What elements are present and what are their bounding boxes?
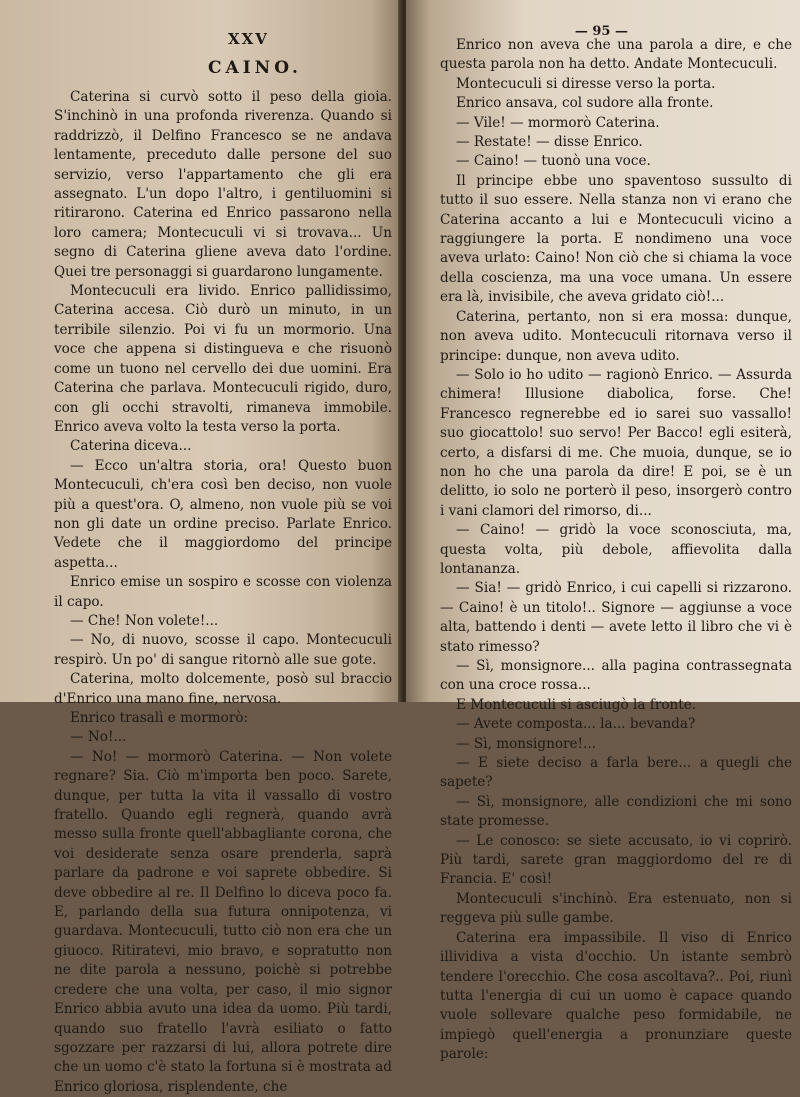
paragraph: — No, di nuovo, scosse il capo. Montecuculi respirò. Un po' di sangue ritornò alle sue gote. <box>54 632 392 668</box>
paragraph: — Sia! — gridò Enrico, i cui capelli si rizzarono. — Caino! è un titolo!.. Signore — aggiunse a voce alta, battendo i denti — avete letto il libro che vi è stato rimesso? <box>440 580 792 655</box>
paragraph: — Caino! — tuonò una voce. <box>456 153 651 170</box>
paragraph: — No!... <box>70 729 127 746</box>
paragraph: Caterina si curvò sotto il peso della gioia. S'inchinò in una profonda riverenza. Quando si raddrizzò, il Delfino Francesco se ne andava lentamente, preceduto dalle persone del suo servizio, verso l'appartamento che gli era assegnato. L'un dopo l'altro, i gentiluomini si ritirarono. Caterina ed Enrico passarono nella loro camera; Montecuculi vi si trovava... Un segno di Caterina gliene aveva dato l'ordine. Quei tre personaggi si guardarono lungamente. <box>54 89 392 280</box>
paragraph: Caterina era impassibile. Il viso di Enrico illividiva a vista d'occhio. Un istante sembrò tendere l'orecchio. Che cosa ascoltava?.. Poi, riunì tutta l'energia di cui un uomo è capace quando vuole sollevare qualche peso formidabile, ne impiegò quell'energia a pronunziare queste parole: <box>440 929 792 1063</box>
chapter-title: CAINO. <box>208 58 302 78</box>
right-page-text <box>440 36 792 1065</box>
paragraph: — Sì, monsignore... alla pagina contrassegnata con una croce rossa... <box>440 658 792 694</box>
paragraph: E Montecuculi si asciugò la fronte. <box>456 696 697 713</box>
paragraph: — Le conosco: se siete accusato, io vi coprirò. Più tardi, sarete gran maggiordomo del re di Francia. E' così! <box>440 832 792 888</box>
paragraph: Montecuculi s'inchinò. Era estenuato, non si reggeva più sulle gambe. <box>440 890 792 927</box>
paragraph: Il principe ebbe uno spaventoso sussulto di tutto il suo essere. Nella stanza non vi erano che Caterina accanto a lui e Montecuculi vicino a raggiungere la porta. E nondimeno una voce aveva urlato: Caino! Non ciò che si chiama la voce della coscienza, ma una voce umana. Un essere era là, invisibile, che aveva gridato ciò!... <box>440 172 792 306</box>
paragraph: Montecuculi si diresse verso la porta. <box>456 75 716 92</box>
paragraph: Caterina, pertanto, non si era mossa: dunque, non aveva udito. Montecuculi ritornava verso il principe: dunque, non aveva udito. <box>440 308 792 364</box>
paragraph: — Restate! — disse Enrico. <box>456 134 643 151</box>
paragraph: — Solo io ho udito — ragionò Enrico. — Assurda chimera! Illusione diabolica, forse. Che! Francesco regnerebbe ed io sarei suo vassallo! suo giocattolo! suo servo! Per Bacco! egli esiterà, certo, a disfarsi di me. Che muoia, dunque, se io non ho che una parola da dire! E poi, se è un delitto, io solo ne porterò il peso, insorgerò contro i vani clamori del rimorso, di... <box>440 366 792 519</box>
paragraph: Montecuculi era livido. Enrico pallidissimo, Caterina accesa. Ciò durò un minuto, in un terribile silenzio. Poi vi fu un mormorio. Una voce che appena si distingueva e che risuonò come un tuono nel cervello dei due uomini. Era Caterina che parlava. Montecuculi rigido, duro, con gli occhi stravolti, rimaneva immobile. Enrico aveva volto la testa verso la porta. <box>54 283 392 435</box>
paragraph: — Che! Non volete!... <box>70 612 219 629</box>
paragraph: Enrico ansava, col sudore alla fronte. <box>456 95 714 112</box>
paragraph: — Avete composta... la... bevanda? <box>456 716 696 733</box>
paragraph: — Caino! — gridò la voce sconosciuta, ma, questa volta, più debole, affievolita dalla lontananza. <box>440 522 792 577</box>
paragraph: — E siete deciso a farla bere... a quegli che sapete? <box>440 755 792 791</box>
paragraph: Enrico emise un sospiro e scosse con violenza il capo. <box>54 574 392 610</box>
left-page-text <box>54 88 392 1097</box>
page-number: — 95 — <box>574 24 628 39</box>
paragraph: — Sì, monsignore, alle condizioni che mi sono state promesse. <box>440 793 792 830</box>
chapter-number: XXV <box>228 30 269 48</box>
paragraph: Caterina, molto dolcemente, posò sul braccio d'Enrico una mano fine, nervosa. <box>54 671 392 707</box>
paragraph: — No! — mormorò Caterina. — Non volete regnare? Sia. Ciò m'importa ben poco. Sarete, dunque, per tutta la vita il vassallo di vostro fratello. Quando egli regnerà, quando avrà messo sulla fronte quell'abbagliante corona, che voi desiderate senza osare prenderla, saprà parlare da padrone e voi saprete obbedire. Si deve obbedire al re. Il Delfino lo diceva poco fa. E, parlando della sua futura onnipotenza, vi guardava. Montecuculi, tutto ciò non era che un giuoco. Ritiratevi, mio bravo, e sopratutto non ne dite parola a nessuno, poichè si potrebbe credere che una volta, per caso, il mio signor Enrico abbia avuto una idea da uomo. Più tardi, quando suo fratello l'avrà esiliato o fatto sgozzare per razzarsi di lui, allora potrete dire che un uomo c'è stato la fortuna si è mostrata ad Enrico gloriosa, risplendente, che <box>54 748 392 1095</box>
paragraph: Enrico trasalì e mormorò: <box>70 710 249 726</box>
paragraph: — Vile! — mormorò Caterina. <box>456 114 660 131</box>
right-page <box>406 0 800 1063</box>
paragraph: Caterina diceva... <box>70 438 192 455</box>
paragraph: — Ecco un'altra storia, ora! Questo buon Montecuculi, ch'era così ben deciso, non vuole più a quest'ora. O, almeno, non vuole più se voi non gli date un ordine preciso. Parlate Enrico. Vedete che il maggiordomo del principe aspetta... <box>54 457 392 571</box>
paragraph: Enrico non aveva che una parola a dire, e che questa parola non ha detto. Andate Montecuculi. <box>440 37 792 73</box>
paragraph: — Sì, monsignore!... <box>456 735 596 752</box>
